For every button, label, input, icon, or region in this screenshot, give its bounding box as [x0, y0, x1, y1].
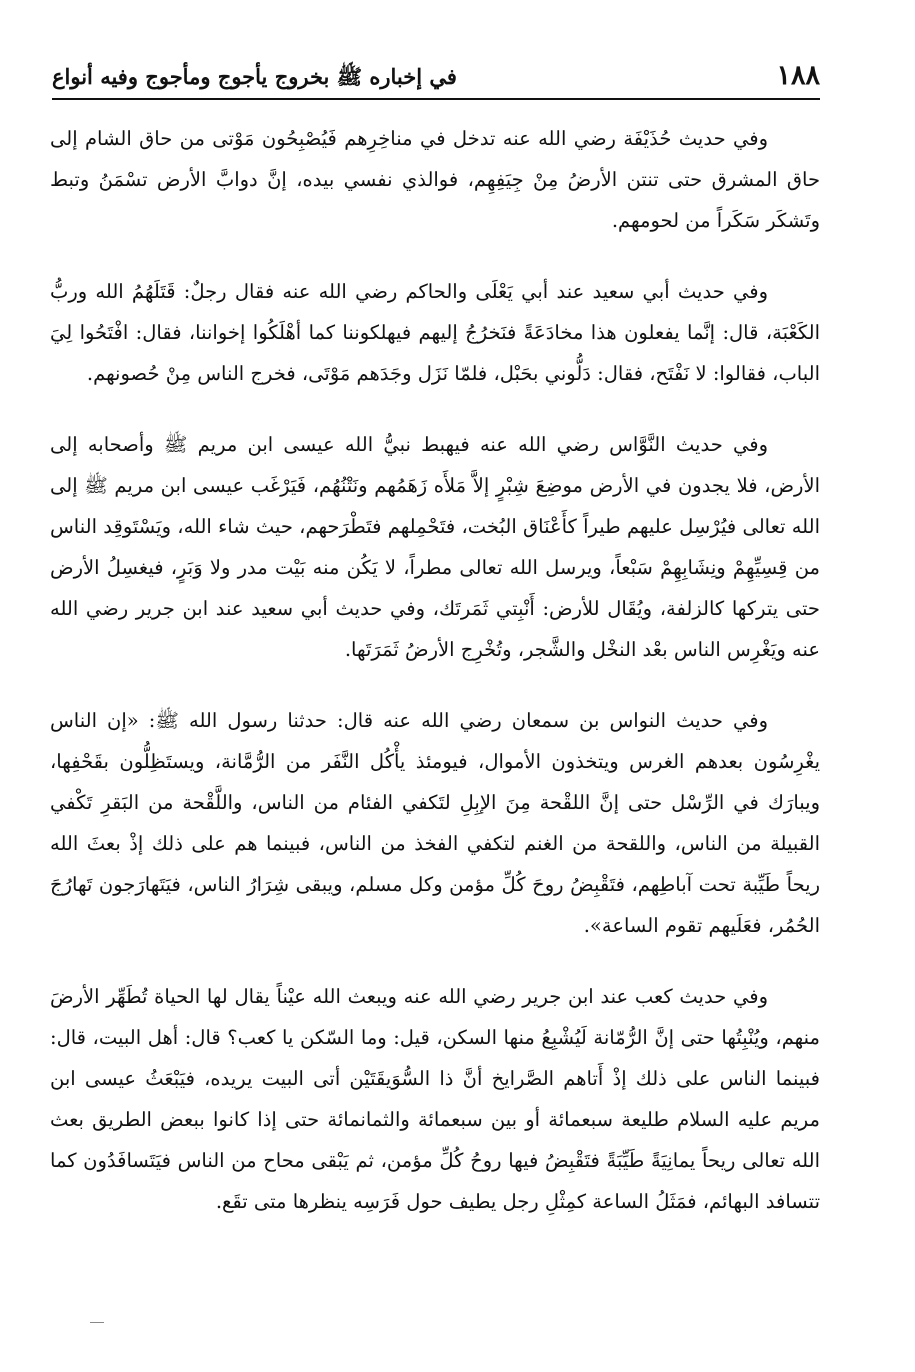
- page-number: ١٨٨: [776, 60, 820, 91]
- paragraph-nawwas-bin-siman-hadith: وفي حديث النواس بن سمعان رضي الله عنه قال: حدثنا رسول الله ﷺ: «إن الناس يغْرِسُون بعدهم الغرس ويتخذون الأموال، فيومئذ يأْكُل النَّفَر من الرُّمَّانة، ويستَظِلُّون بقَحْفِها، ويبارَك في الرِّسْل حتى إنَّ اللقْحة مِنَ الإبِلِ لتَكفي الفئام من الناس، واللَّقْحة من البَقرِ تَكْفي القبيلة من الناس، واللقحة من الغنم لتكفي الفخذ من الناس، فبينما هم على ذلك إذْ بعثَ الله ريحاً طَيِّبة تحت آباطِهم، فتَقْبِضُ روحَ كُلِّ مؤمن وكل مسلم، ويبقى شِرَارُ الناس، فيَتَهارَجون تَهارُجَ الحُمُر، فعَلَيهم تقوم الساعة».: [50, 709, 820, 937]
- paragraph-nawwas-hadith: وفي حديث النَّوَّاس رضي الله عنه فيهبط نبيُّ الله عيسى ابن مريم ﷺ وأصحابه إلى الأرض، فلا يجدون في الأرض موضِعَ شِبْرٍ إلاَّ مَلأَه زَهَمُهم ونَتْنُهُم، فَيَرْغَب عيسى ابن مريم ﷺ إلى الله تعالى فيُرْسِل عليهم طيراً كأَعْنَاق البُخت، فتَحْمِلهم فتَطْرَحهم، حيث شاء الله، ويَسْتَوقِد الناس من قِسِيِّهِمْ ونِشَابِهِمْ سَبْعاً، ويرسل الله تعالى مطراً، لا يَكُن منه بَيْت مدر ولا وَبَرٍ، فيغسِلُ الأرض حتى يتركها كالزلفة، ويُقَال للأرض: أَنْبِتي ثَمَرتَك، وفي حديث أبي سعيد عند ابن جرير رضي الله عنه ويَغْرِس الناس بعْد النخْل والشَّجر، وتُخْرِج الأرضُ ثَمَرَتَها.: [50, 433, 820, 661]
- paragraph-hudhayfa-hadith: وفي حديث حُذَيْفَة رضي الله عنه تدخل في مناخِرِهم فَيُصْبِحُون مَوْتى من حاق الشام إلى حاق المشرق حتى تنتن الأرضُ مِنْ جِيَفِهِم، فوالذي نفسي بيده، إنَّ دوابَّ الأرض تسْمَنُ وتبط وتَشكَر سَكَراً من لحومهم.: [50, 127, 820, 232]
- page-body: [50, 118, 820, 1222]
- header-divider: [52, 98, 820, 100]
- page-header: [52, 58, 820, 100]
- paragraph-abu-said-hadith: وفي حديث أبي سعيد عند أبي يَعْلَى والحاكم رضي الله عنه فقال رجلٌ: قَتَلَهُمُ الله وربُّ الكَعْبَة، قال: إنَّما يفعلون هذا مخادَعَةً فنَخرُجُ إليهم فيهلكوننا كما أهْلَكُوا إخواننا، فقال: افْتَحُوا لِيَ الباب، فقالوا: لا نَفْتَح، فقال: دَلُّوني بحَبْل، فلمّا نَزَل وجَدَهم مَوْتَى، فخرج الناس مِنْ حُصونهم.: [50, 280, 820, 385]
- footer-mark: [90, 1322, 104, 1323]
- running-title: في إخباره ﷺ بخروج يأجوج ومأجوج وفيه أنواع: [52, 64, 457, 89]
- paragraph-kaab-hadith: وفي حديث كعب عند ابن جرير رضي الله عنه ويبعث الله عيْناً يقال لها الحياة تُطَهِّر الأرضَ منهم، ويُنْبِتُها حتى إنَّ الرُّمّانة لَيُشْبِعُ منها السكن، قيل: وما السّكن يا كعب؟ قال: أهل البيت، قال: فبينما الناس على ذلك إذْ أَتاهم الصَّرايخ أنَّ ذا السُّوَيقَتَيْن أتى البيت يريده، فيَبْعَثُ عيسى ابن مريم عليه السلام طليعة سبعمائة أو بين سبعمائة والثمانمائة حتى إذا كانوا ببعض الطريق بعث الله تعالى ريحاً يمانِيَةً طَيِّبَةً فتَقْبِضُ فيها روحُ كُلِّ مؤمن، ثم يَبْقى محاح من الناس فيَتَسافَدُون كما تتسافد البهائم، فمَثَلُ الساعة كمِثْلِ رجل يطيف حول فَرَسِه ينظرها متى تقَع.: [50, 985, 820, 1213]
